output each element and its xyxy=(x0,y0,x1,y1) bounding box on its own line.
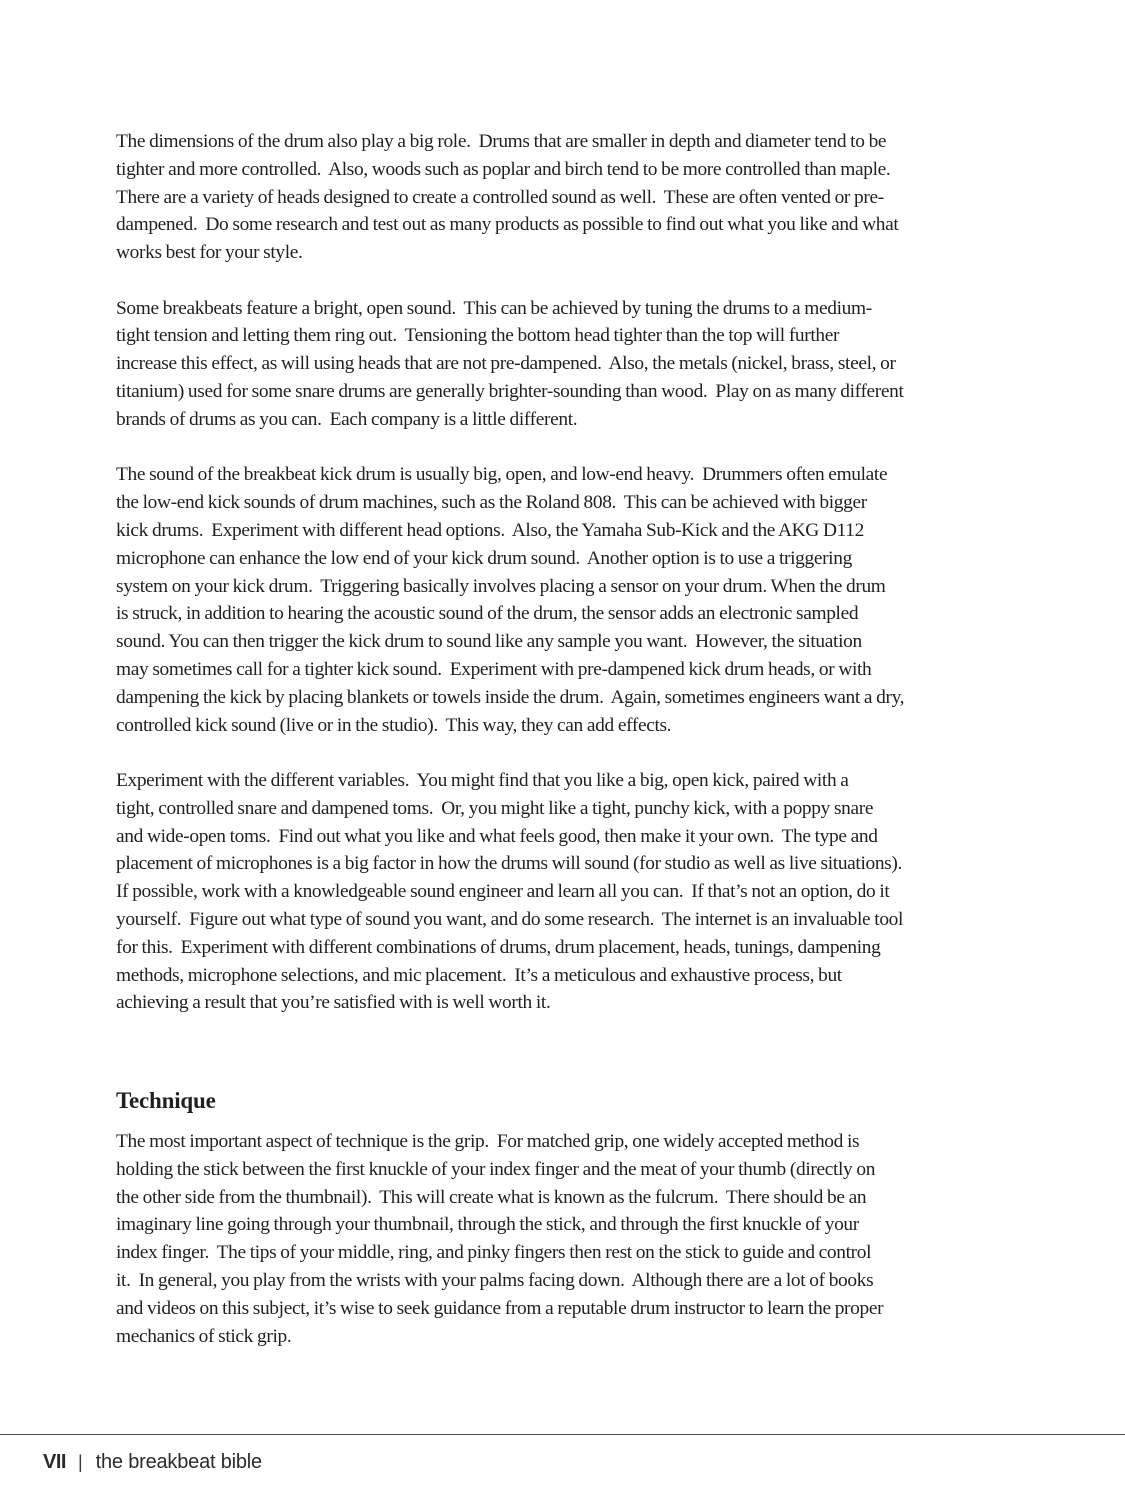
text-line: it. In general, you play from the wrists with your palms facing down. Although there are a lot of books xyxy=(116,1269,874,1291)
text-line: achieving a result that you’re satisfied with is well worth it. xyxy=(116,992,551,1014)
text-line: is struck, in addition to hearing the acoustic sound of the drum, the sensor adds an electronic sampled xyxy=(116,603,859,625)
text-line: mechanics of stick grip. xyxy=(116,1325,292,1347)
text-line: tight tension and letting them ring out. Tensioning the bottom head tighter than the top will further xyxy=(116,325,840,347)
text-line: dampening the kick by placing blankets or towels inside the drum. Again, sometimes engineers want a dry, xyxy=(116,686,905,708)
text-line: The dimensions of the drum also play a big role. Drums that are smaller in depth and diameter tend to be xyxy=(116,131,887,152)
text-line: microphone can enhance the low end of your kick drum sound. Another option is to use a triggering xyxy=(116,547,852,569)
text-line: dampened. Do some research and test out as many products as possible to find out what you like and what xyxy=(116,214,899,236)
text-line: controlled kick sound (live or in the studio). This way, they can add effects. xyxy=(116,714,672,736)
text-line: tighter and more controlled. Also, woods such as poplar and birch tend to be more controlled than maple. xyxy=(116,158,891,180)
text-line: for this. Experiment with different combinations of drums, drum placement, heads, tunings, dampening xyxy=(116,936,881,958)
text-line: system on your kick drum. Triggering basically involves placing a sensor on your drum. When the drum xyxy=(116,575,886,597)
text-line: methods, microphone selections, and mic placement. It’s a meticulous and exhaustive process, but xyxy=(116,964,842,986)
text-line: The sound of the breakbeat kick drum is usually big, open, and low-end heavy. Drummers often emulate xyxy=(116,464,888,486)
text-line: and wide-open toms. Find out what you like and what feels good, then make it your own. The type and xyxy=(116,825,878,847)
text-line: tight, controlled snare and dampened toms. Or, you might like a tight, punchy kick, with a poppy snare xyxy=(116,797,874,819)
text-line: may sometimes call for a tighter kick sound. Experiment with pre-dampened kick drum heads, or with xyxy=(116,658,872,680)
text-line: increase this effect, as will using heads that are not pre-dampened. Also, the metals (nickel, brass, steel, or xyxy=(116,353,896,375)
text-line: works best for your style. xyxy=(116,242,303,264)
paragraph-experiment-variables xyxy=(116,767,1016,1017)
text-line: Experiment with the different variables. You might find that you like a big, open kick, paired with a xyxy=(116,770,849,791)
text-line: The most important aspect of technique is the grip. For matched grip, one widely accepted method is xyxy=(116,1131,860,1152)
text-line: imaginary line going through your thumbnail, through the stick, and through the first knuckle of your xyxy=(116,1214,859,1236)
book-title: the breakbeat bible xyxy=(95,1450,262,1473)
text-line: sound. You can then trigger the kick drum to sound like any sample you want. However, the situation xyxy=(116,631,862,653)
text-line: holding the stick between the first knuckle of your index finger and the meat of your thumb (directly on xyxy=(116,1158,876,1180)
footer-divider xyxy=(0,1434,1125,1435)
page-number: VII xyxy=(43,1450,66,1473)
section-heading-technique: Technique xyxy=(116,1088,216,1113)
paragraph-drum-dimensions xyxy=(116,128,1016,267)
text-line: If possible, work with a knowledgeable sound engineer and learn all you can. If that’s not an option, do it xyxy=(116,881,890,903)
body-text xyxy=(116,128,1016,1045)
text-line: the other side from the thumbnail). This will create what is known as the fulcrum. There should be an xyxy=(116,1186,867,1208)
text-line: index finger. The tips of your middle, ring, and pinky fingers then rest on the stick to guide and control xyxy=(116,1242,872,1264)
text-line: and videos on this subject, it’s wise to seek guidance from a reputable drum instructor to learn the proper xyxy=(116,1297,884,1319)
page-footer xyxy=(43,1449,262,1475)
paragraph-bright-open-sound xyxy=(116,295,1016,434)
text-line: Some breakbeats feature a bright, open sound. This can be achieved by tuning the drums to a medium- xyxy=(116,297,872,319)
footer-separator: | xyxy=(77,1451,83,1472)
text-line: the low-end kick sounds of drum machines, such as the Roland 808. This can be achieved with bigger xyxy=(116,492,867,514)
text-line: There are a variety of heads designed to create a controlled sound as well. These are often vented or pre- xyxy=(116,186,884,208)
text-line: placement of microphones is a big factor in how the drums will sound (for studio as well as live situations). xyxy=(116,853,902,875)
paragraph-kick-drum xyxy=(116,461,1016,739)
text-line: yourself. Figure out what type of sound you want, and do some research. The internet is an invaluable tool xyxy=(116,908,904,930)
paragraph-technique-grip xyxy=(116,1128,1016,1350)
text-line: brands of drums as you can. Each company is a little different. xyxy=(116,408,578,430)
text-line: titanium) used for some snare drums are generally brighter-sounding than wood. Play on as many different xyxy=(116,381,904,403)
text-line: kick drums. Experiment with different head options. Also, the Yamaha Sub-Kick and the AKG D112 xyxy=(116,519,864,541)
